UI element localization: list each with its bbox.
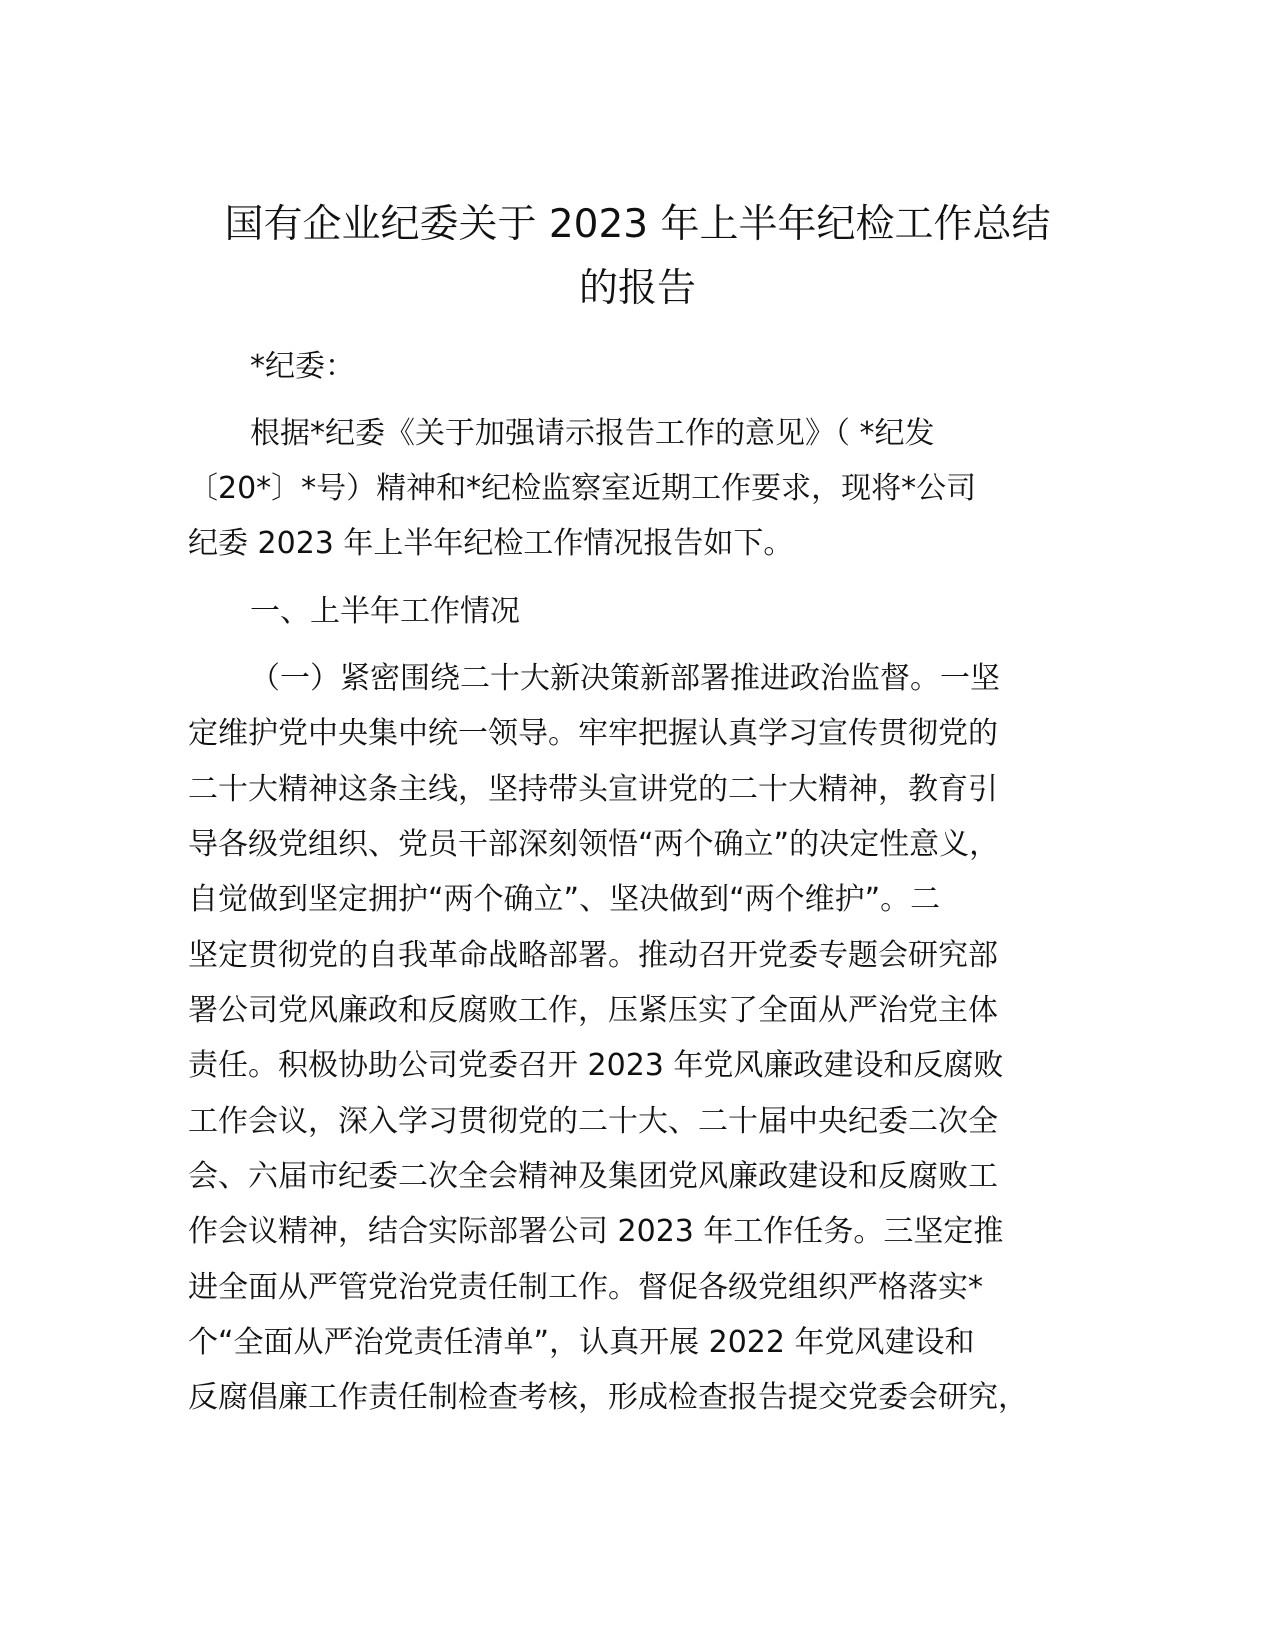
body-line: 自觉做到坚定拥护“两个确立”、坚决做到“两个维护”。二 <box>188 882 941 917</box>
body-line: 反腐倡廉工作责任制检查考核，形成检查报告提交党委会研究， <box>188 1380 1028 1415</box>
body-line: 定维护党中央集中统一领导。牢牢把握认真学习宣传贯彻党的 <box>188 716 998 751</box>
body-line: 二十大精神这条主线，坚持带头宣讲党的二十大精神，教育引 <box>188 772 998 807</box>
body-line: 进全面从严管党治党责任制工作。督促各级党组织严格落实* <box>188 1270 983 1305</box>
body-line: 作会议精神，结合实际部署公司 2023 年工作任务。三坚定推 <box>188 1214 1004 1249</box>
document-title-line-1: 国有企业纪委关于 2023 年上半年纪检工作总结 <box>224 202 1051 247</box>
salutation: *纪委： <box>250 349 355 384</box>
body-line: 署公司党风廉政和反腐败工作，压紧压实了全面从严治党主体 <box>188 993 998 1028</box>
body-line: 〔20*〕*号）精神和*纪检监察室近期工作要求，现将*公司 <box>188 471 977 506</box>
body-line: 纪委 2023 年上半年纪检工作情况报告如下。 <box>188 526 794 561</box>
body-line: 个“全面从严治党责任清单”，认真开展 2022 年党风建设和 <box>188 1325 975 1360</box>
body-line: 工作会议，深入学习贯彻党的二十大、二十届中央纪委二次全 <box>188 1104 998 1139</box>
body-line: （一）紧密围绕二十大新决策新部署推进政治监督。一坚 <box>250 661 1000 696</box>
body-line: 会、六届市纪委二次全会精神及集团党风廉政建设和反腐败工 <box>188 1159 998 1194</box>
document-title-line-2: 的报告 <box>578 266 696 311</box>
body-line: 根据*纪委《关于加强请示报告工作的意见》（ *纪发 <box>250 416 935 451</box>
body-line: 坚定贯彻党的自我革命战略部署。推动召开党委专题会研究部 <box>188 938 998 973</box>
body-line: 导各级党组织、党员干部深刻领悟“两个确立”的决定性意义， <box>188 827 1000 862</box>
section-heading: 一、上半年工作情况 <box>250 594 520 629</box>
body-line: 责任。积极协助公司党委召开 2023 年党风廉政建设和反腐败 <box>188 1048 1004 1083</box>
